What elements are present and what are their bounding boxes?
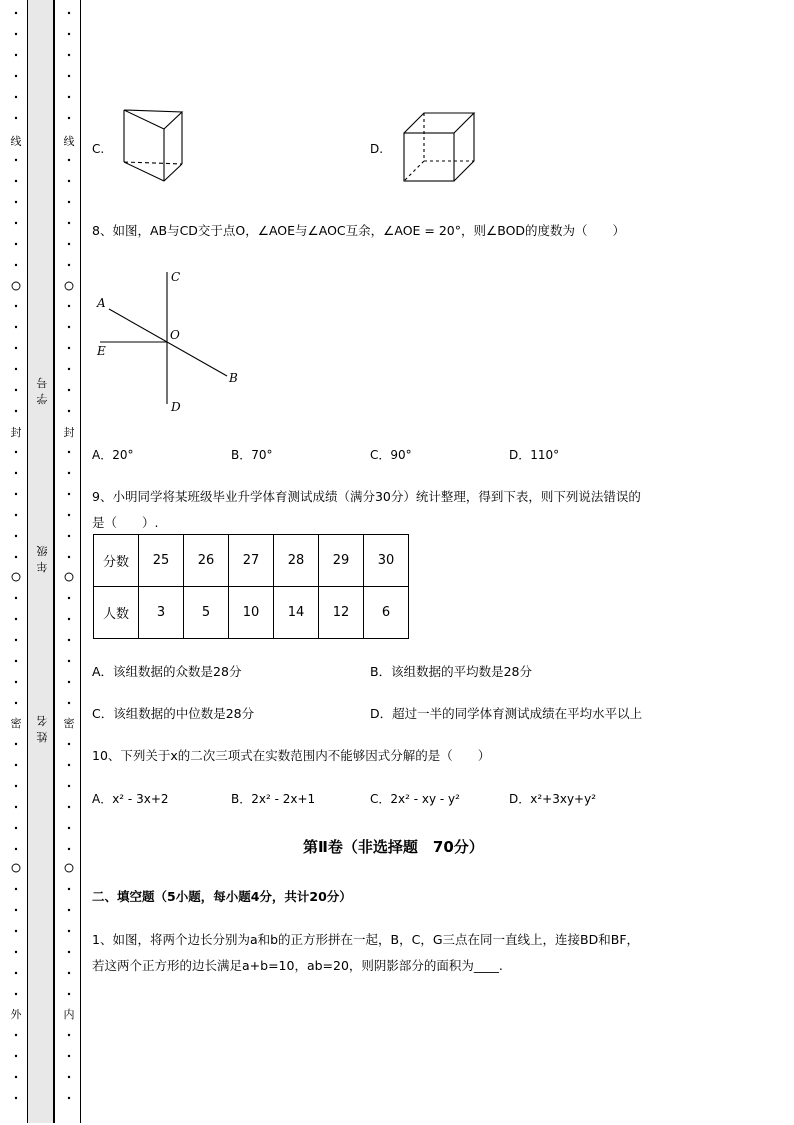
label-E: E <box>97 344 106 358</box>
fill1-text-line2: 若这两个正方形的边长满足a+b=10，ab=20，则阴影部分的面积为____. <box>92 958 503 973</box>
binding-margin-line-right <box>80 0 81 1123</box>
fill-in-heading: 二、填空题（5小题，每小题4分，共计20分） <box>92 889 352 904</box>
count-cell: 14 <box>274 587 319 639</box>
count-cell: 6 <box>364 587 409 639</box>
binding-margin-line <box>53 0 54 1123</box>
outer-dots <box>9 0 23 1123</box>
inner-dots <box>62 0 76 1123</box>
score-cell: 26 <box>184 535 229 587</box>
q10-option-a: A．x² - 3x+2 <box>92 792 169 806</box>
triangular-prism-figure <box>118 104 188 186</box>
q9-option-d: D．超过一半的同学体育测试成绩在平均水平以上 <box>370 706 643 721</box>
q8-option-c: C．90° <box>370 448 412 462</box>
count-cell: 10 <box>229 587 274 639</box>
q10-option-d: D．x²+3xy+y² <box>509 792 597 806</box>
outer-mark-wai: 外 <box>10 1008 22 1021</box>
score-cell: 30 <box>364 535 409 587</box>
field-grade: 年级 <box>36 544 48 573</box>
q8-option-a: A．20° <box>92 448 134 462</box>
field-name: 姓名 <box>36 714 48 743</box>
inner-mark-nei: 内 <box>63 1008 75 1021</box>
q8-option-d: D．110° <box>509 448 560 462</box>
field-student-id: 学号 <box>36 376 48 405</box>
cube-figure <box>400 108 480 186</box>
inner-mark-mi: 密 <box>63 717 75 730</box>
label-C: C <box>171 270 181 284</box>
count-cell: 3 <box>139 587 184 639</box>
outer-mark-mi: 密 <box>10 717 22 730</box>
q8-option-b: B．70° <box>231 448 273 462</box>
q9-option-a: A．该组数据的众数是28分 <box>92 664 242 679</box>
q9-option-c: C．该组数据的中位数是28分 <box>92 706 255 721</box>
label-B: B <box>229 371 238 385</box>
q9-text-line1: 9、小明同学将某班级毕业升学体育测试成绩（满分30分）统计整理，得到下表，则下列说法错误的 <box>92 489 641 504</box>
fill1-text-line1: 1、如图，将两个边长分别为a和b的正方形拼在一起，B，C，G三点在同一直线上，连接BD和BF， <box>92 932 640 947</box>
count-row <box>94 587 409 639</box>
count-cell: 5 <box>184 587 229 639</box>
label-O: O <box>170 328 180 342</box>
q7-option-c: C. <box>92 142 105 156</box>
q9-text-line2: 是（ ）. <box>92 515 159 530</box>
outer-mark-feng: 封 <box>10 426 22 439</box>
label-A: A <box>97 296 106 310</box>
score-table <box>93 534 409 639</box>
score-row <box>94 535 409 587</box>
score-cell: 27 <box>229 535 274 587</box>
score-row-header: 分数 <box>94 535 139 587</box>
inner-dot-column <box>62 0 76 1125</box>
q10-option-c: C．2x² - xy - y² <box>370 792 460 806</box>
q8-text: 8、如图，AB与CD交于点O，∠AOE与∠AOC互余，∠AOE = 20°，则∠BOD的度数为（ ） <box>92 223 626 238</box>
q9-option-b: B．该组数据的平均数是28分 <box>370 664 532 679</box>
count-cell: 12 <box>319 587 364 639</box>
score-cell: 29 <box>319 535 364 587</box>
label-D: D <box>171 400 181 414</box>
q10-option-b: B．2x² - 2x+1 <box>231 792 316 806</box>
outer-dot-column <box>9 0 23 1125</box>
inner-mark-feng: 封 <box>63 426 75 439</box>
outer-mark-xian: 线 <box>10 135 22 148</box>
section-2-title: 第Ⅱ卷（非选择题 70分） <box>303 838 484 856</box>
count-row-header: 人数 <box>94 587 139 639</box>
score-cell: 28 <box>274 535 319 587</box>
q7-option-d: D. <box>370 142 384 156</box>
inner-mark-xian: 线 <box>63 135 75 148</box>
q10-text: 10、下列关于x的二次三项式在实数范围内不能够因式分解的是（ ） <box>92 748 491 763</box>
q8-intersecting-lines-figure <box>92 262 252 422</box>
score-cell: 25 <box>139 535 184 587</box>
